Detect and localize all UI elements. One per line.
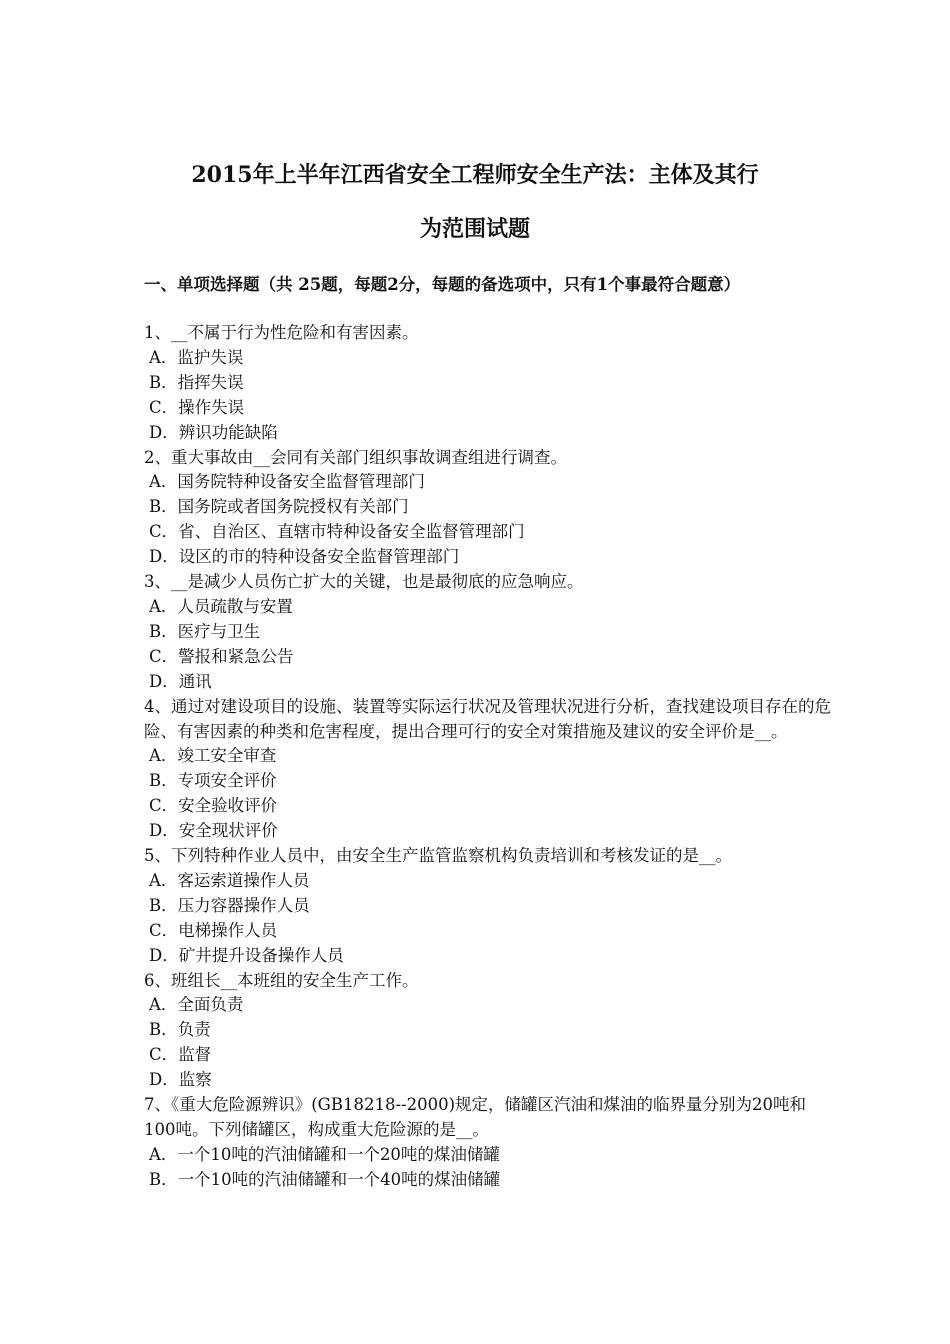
question-2-option-c: C．省、自治区、直辖市特种设备安全监督管理部门 <box>149 522 525 542</box>
question-5-option-a: A．客运索道操作人员 <box>149 870 310 890</box>
question-4-option-d: D．安全现状评价 <box>149 821 278 841</box>
question-2-option-a: A．国务院特种设备安全监督管理部门 <box>149 472 425 492</box>
question-4-option-a: A．竣工安全审查 <box>149 746 277 766</box>
question-3-option-d: D．通讯 <box>149 671 212 691</box>
question-4-option-c: C．安全验收评价 <box>149 796 278 816</box>
question-6-option-b: B．负责 <box>149 1020 211 1040</box>
title-line-1: 2015年上半年江西省安全工程师安全生产法：主体及其行 <box>191 162 759 188</box>
question-6-option-d: D．监察 <box>149 1070 212 1090</box>
question-list <box>144 321 834 1193</box>
title-line-2: 为范围试题 <box>419 216 530 242</box>
question-3-option-b: B．医疗与卫生 <box>149 621 261 641</box>
question-5-option-c: C．电梯操作人员 <box>149 920 278 940</box>
question-6-option-c: C．监督 <box>149 1045 212 1065</box>
question-stem-2: 2、重大事故由__会同有关部门组织事故调查组进行调查。 <box>144 447 567 467</box>
document-title <box>130 148 820 256</box>
question-2-option-d: D．设区的市的特种设备安全监督管理部门 <box>149 547 460 567</box>
section-heading: 一、单项选择题（共 25题，每题2分，每题的备选项中，只有1个事最符合题意） <box>144 275 741 294</box>
question-5-option-d: D．矿井提升设备操作人员 <box>149 945 344 965</box>
question-3-option-c: C．警报和紧急公告 <box>149 646 294 666</box>
question-1-option-b: B．指挥失误 <box>149 372 244 392</box>
question-1-option-a: A．监护失误 <box>149 347 244 367</box>
question-stem-3: 3、__是减少人员伤亡扩大的关键，也是最彻底的应急响应。 <box>144 572 584 592</box>
question-2-option-b: B．国务院或者国务院授权有关部门 <box>149 497 409 517</box>
question-7-option-b: B．一个10吨的汽油储罐和一个40吨的煤油储罐 <box>149 1169 501 1189</box>
question-6-option-a: A．全面负责 <box>149 995 244 1015</box>
question-stem-5: 5、下列特种作业人员中，由安全生产监管监察机构负责培训和考核发证的是__。 <box>144 846 732 866</box>
question-stem-7: 7、《重大危险源辨识》(GB18218--2000)规定，储罐区汽油和煤油的临界量分别为20吨和100吨。下列储罐区，构成重大危险源的是__。 <box>144 1095 807 1139</box>
question-1-option-d: D．辨识功能缺陷 <box>149 422 278 442</box>
question-5-option-b: B．压力容器操作人员 <box>149 895 310 915</box>
question-3-option-a: A．人员疏散与安置 <box>149 596 293 616</box>
question-stem-6: 6、班组长__本班组的安全生产工作。 <box>144 970 419 990</box>
question-7-option-a: A．一个10吨的汽油储罐和一个20吨的煤油储罐 <box>149 1144 500 1164</box>
question-stem-1: 1、__不属于行为性危险和有害因素。 <box>144 323 419 342</box>
question-stem-4: 4、通过对建设项目的设施、装置等实际运行状况及管理状况进行分析，查找建设项目存在的危险、有害因素的种类和危害程度，提出合理可行的安全对策措施及建议的安全评价是__。 <box>144 696 831 741</box>
question-1-option-c: C．操作失误 <box>149 397 245 417</box>
question-4-option-b: B．专项安全评价 <box>149 771 277 791</box>
